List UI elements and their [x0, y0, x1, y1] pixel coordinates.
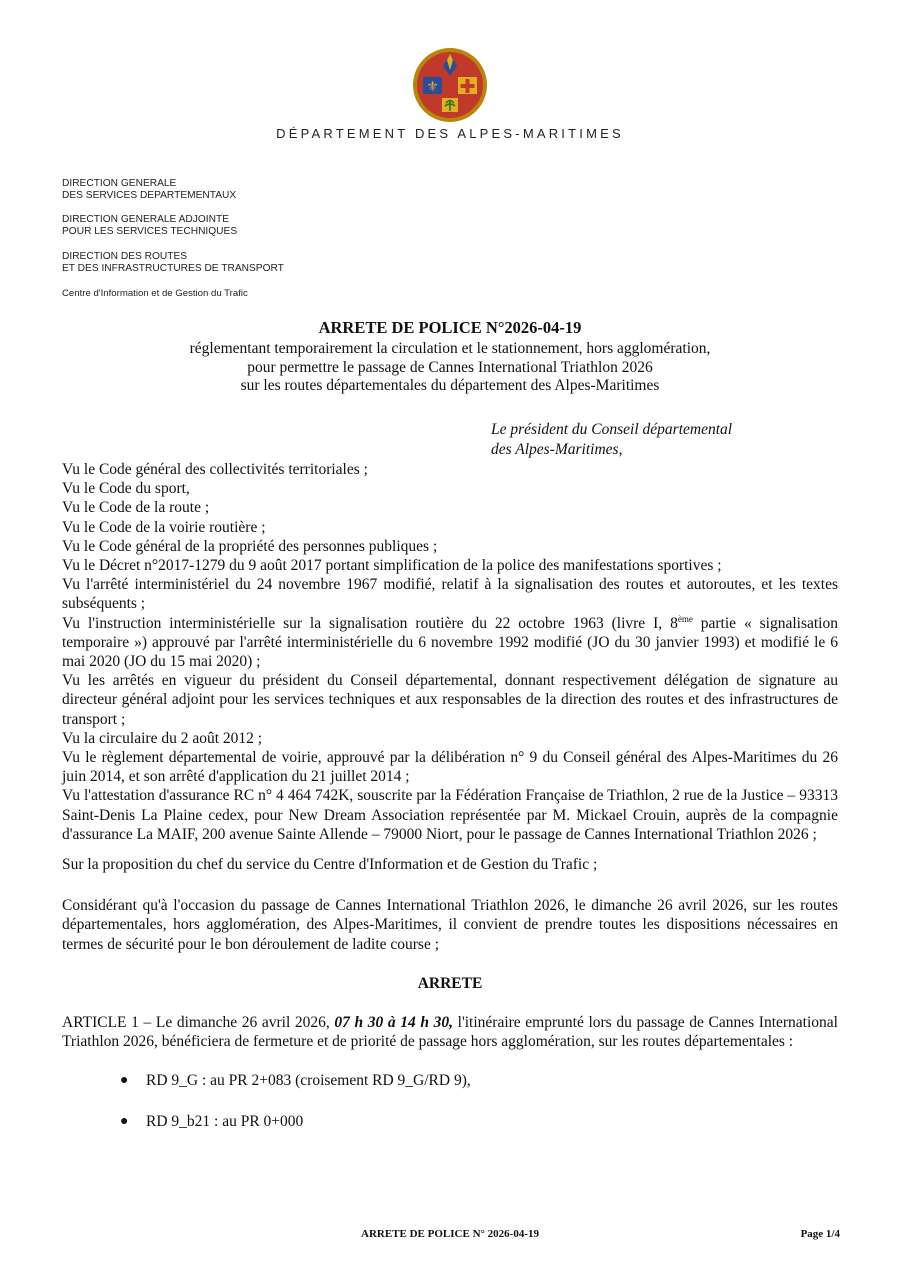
arrete-heading: ARRETE — [417, 974, 483, 992]
proposition: Sur la proposition du chef du service du Centre d'Information et de Gestion du Trafic ; — [62, 856, 598, 874]
direction-generale-adjointe: DIRECTION GENERALE ADJOINTE POUR LES SERVICES TECHNIQUES — [62, 214, 238, 237]
vu-line: Vu le règlement départemental de voirie, approuvé par la délibération n° 9 du Conseil général des Alpes-Maritimes du 26 juin 2014, et son arrêté d'application du 21 juillet 2014 ; — [62, 749, 838, 786]
direction-generale: DIRECTION GENERALE DES SERVICES DEPARTEMENTAUX — [62, 178, 237, 201]
vu-line: Vu le Code de la route ; — [62, 499, 210, 517]
president-signatory: Le président du Conseil départemental des Alpes-Maritimes, — [491, 421, 733, 458]
vu-line: Vu l'arrêté interministériel du 24 novembre 1967 modifié, relatif à la signalisation des routes et autoroutes, et les textes subséquents ; — [62, 576, 838, 613]
bullet-icon: ● — [120, 1073, 129, 1089]
vu-line: Vu les arrêtés en vigueur du président du Conseil départemental, donnant respectivement délégation de signature au directeur général adjoint pour les services techniques et aux responsables de la direction des routes et des infrastructures de transport ; — [62, 672, 838, 728]
vu-line: Vu le Code du sport, — [62, 480, 190, 498]
page-number: Page 1/4 — [800, 1228, 840, 1240]
vu-line: Vu le Code général de la propriété des personnes publiques ; — [62, 537, 438, 555]
vu-line: Vu l'attestation d'assurance RC n° 4 464 742K, souscrite par la Fédération Française de Triathlon, 2 rue de la Justice – 93313 Saint-Denis La Plaine cedex, pour New Dream Association représentée par M. Mickael Crouin, auprès de la compagnie d'assurance La MAIF, 200 avenue Sainte Allende – 79000 Niort, pour le passage de Cannes International Triathlon 2026 ; — [62, 787, 838, 843]
document-title: ARRETE DE POLICE N°2026-04-19 — [318, 318, 582, 337]
considerant: Considérant qu'à l'occasion du passage de Cannes International Triathlon 2026, le dimanche 26 avril 2026, sur les routes départementales, hors agglomération, des Alpes-Maritimes, il convient de prendre toutes les dispositions nécessaires en termes de sécurité pour le bon déroulement de ladite course ; — [62, 897, 838, 953]
road-list — [62, 1071, 838, 1130]
document-subtitle: réglementant temporairement la circulation et le stationnement, hors agglomération, pour permettre le passage de Cannes International Triathlon 2026 sur les routes départementales du département des Alpes-Maritimes — [189, 340, 711, 394]
svg-text:⚜: ⚜ — [426, 79, 439, 95]
bullet-icon: ● — [120, 1113, 129, 1129]
vu-line: Vu le Décret n°2017-1279 du 9 août 2017 portant simplification de la police des manifestations sportives ; — [62, 557, 722, 575]
vu-line: Vu le Code général des collectivités territoriales ; — [62, 461, 368, 478]
vu-line: Vu la circulaire du 2 août 2012 ; — [62, 729, 263, 747]
vu-instruction: Vu l'instruction interministérielle sur la signalisation routière du 22 octobre 1963 (livre I, 8ème partie « signalisation temporaire ») approuvé par l'arrêté interministérielle du 6 novembre 1992 modifié (JO du 30 janvier 1993) et modifié le 6 mai 2020 (JO du 15 mai 2020) ; — [62, 613, 838, 671]
direction-routes: DIRECTION DES ROUTES ET DES INFRASTRUCTURES DE TRANSPORT — [62, 251, 284, 274]
document-body — [62, 460, 838, 1152]
footer-reference: ARRETE DE POLICE N° 2026-04-19 — [361, 1228, 539, 1240]
vu-line: Vu le Code de la voirie routière ; — [62, 518, 266, 536]
department-name: DÉPARTEMENT DES ALPES-MARITIMES — [276, 126, 624, 141]
department-emblem — [411, 46, 489, 124]
article-1: ARTICLE 1 – Le dimanche 26 avril 2026, 07 h 30 à 14 h 30, l'itinéraire emprunté lors du passage de Cannes International Triathlon 2026, bénéficiera de fermeture et de priorité de passage hors agglomération, sur les routes départementales : — [62, 1014, 838, 1051]
list-item: ● RD 9_G : au PR 2+083 (croisement RD 9_G/RD 9), — [120, 1072, 471, 1090]
centre-information: Centre d'Information et de Gestion du Trafic — [62, 288, 248, 299]
list-item: ● RD 9_b21 : au PR 0+000 — [120, 1112, 304, 1130]
